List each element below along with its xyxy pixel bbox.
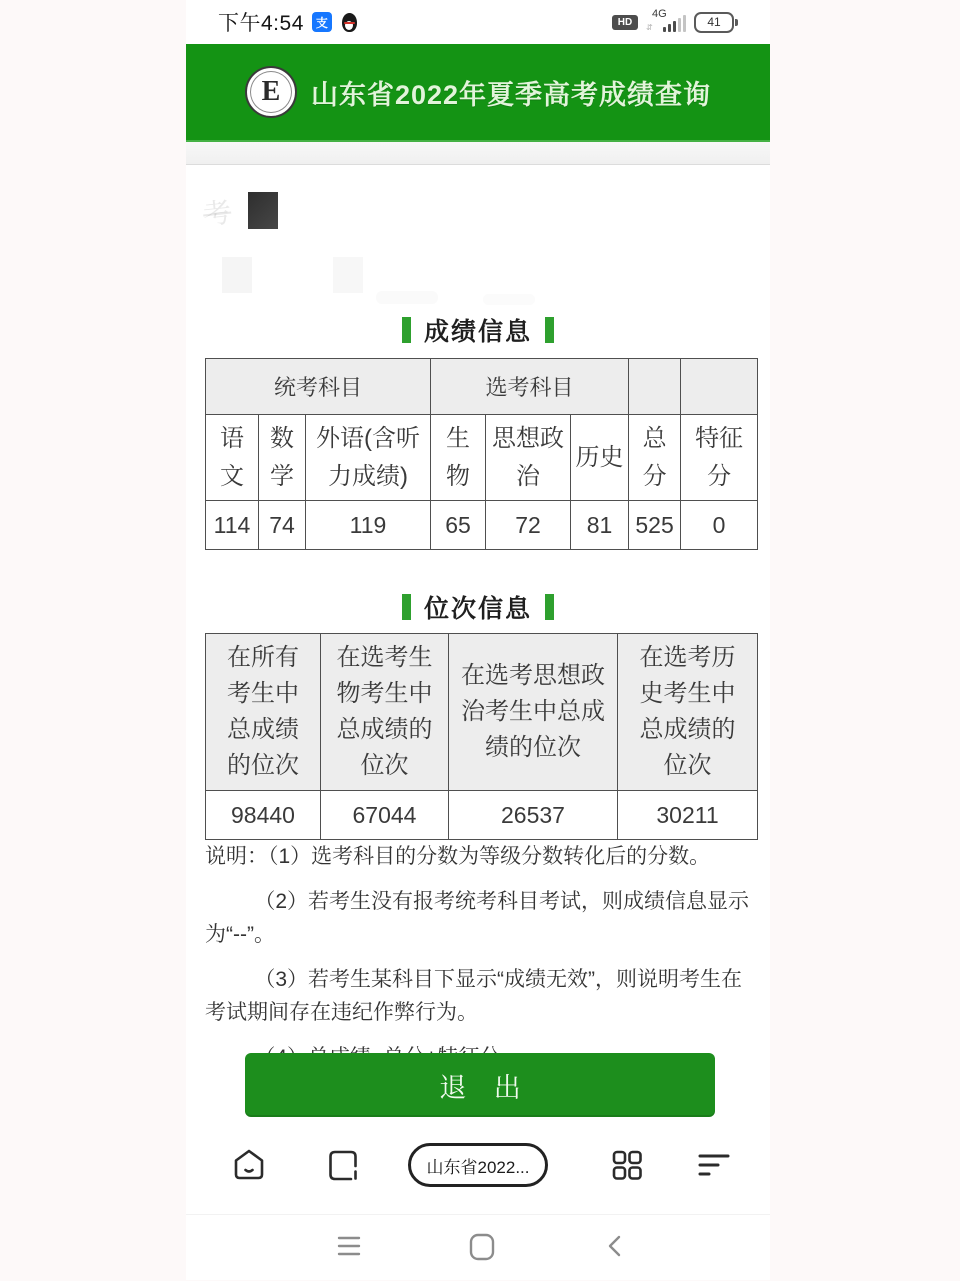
rank-value-all: 98440	[206, 791, 321, 840]
subject-feature-score: 特征分	[681, 415, 758, 501]
alipay-notification-icon: 支	[312, 12, 332, 32]
note-item-3: （3）若考生某科目下显示“成绩无效”，则说明考生在考试期间存在违纪作弊行为。	[205, 967, 743, 1025]
cell-signal-icon	[646, 9, 686, 35]
qq-penguin-scarf	[344, 22, 355, 25]
rank-value-history: 30211	[618, 791, 758, 840]
note-item-1: 说明：（1）选考科目的分数为等级分数转化后的分数。	[205, 845, 711, 868]
score-history: 81	[571, 501, 629, 550]
app-header	[186, 44, 770, 142]
status-bar	[186, 0, 770, 44]
rank-table	[205, 633, 758, 840]
hd-volte-icon: HD	[612, 15, 638, 30]
score-total: 525	[629, 501, 681, 550]
green-bar-right-icon	[545, 317, 554, 343]
battery-icon: 41	[694, 12, 734, 33]
signal-bars-icon	[663, 15, 686, 32]
table-row	[206, 359, 758, 415]
table-row	[206, 791, 758, 840]
redacted-photo-block	[248, 192, 278, 229]
rank-header-history: 在选考历史考生中总成绩的位次	[618, 634, 758, 791]
rank-header-all: 在所有考生中总成绩的位次	[206, 634, 321, 791]
redacted-smudge-2	[483, 294, 535, 305]
rank-section-title	[186, 589, 770, 625]
subject-chinese: 语文	[206, 415, 259, 501]
phone-screen	[186, 0, 770, 1280]
rank-value-biology: 67044	[321, 791, 449, 840]
nav-back-icon[interactable]	[602, 1233, 628, 1264]
redacted-text-remnant: 考	[201, 196, 233, 231]
rank-header-biology: 在选考生物考生中总成绩的位次	[321, 634, 449, 791]
exit-button[interactable]: 退 出	[245, 1053, 715, 1117]
exam-authority-seal-logo: E	[245, 66, 297, 118]
group-header-elective: 选考科目	[431, 359, 629, 415]
sim2-signal-icon: ⇵	[646, 23, 653, 32]
rank-section-title-text: 位次信息	[423, 595, 532, 623]
subject-history: 历史	[571, 415, 629, 501]
group-header-unified: 统考科目	[206, 359, 431, 415]
page-title: 山东省2022年夏季高考成绩查询	[310, 79, 712, 110]
browser-menu-icon[interactable]	[695, 1146, 733, 1189]
green-bar-right-icon	[545, 594, 554, 620]
score-biology: 65	[431, 501, 486, 550]
score-foreign-language: 119	[306, 501, 431, 550]
qq-notification-icon	[342, 13, 357, 32]
rank-value-politics: 26537	[449, 791, 618, 840]
score-politics: 72	[486, 501, 571, 550]
redacted-field-1	[222, 257, 252, 293]
table-row	[206, 634, 758, 791]
green-bar-left-icon	[402, 594, 411, 620]
browser-apps-grid-icon[interactable]	[608, 1146, 646, 1189]
clock: 下午4:54	[218, 12, 304, 35]
browser-toolbar	[186, 1138, 770, 1200]
table-row	[206, 501, 758, 550]
subject-biology: 生物	[431, 415, 486, 501]
rank-header-politics: 在选考思想政治考生中总成绩的位次	[449, 634, 618, 791]
score-math: 74	[259, 501, 306, 550]
nav-home-icon[interactable]	[468, 1233, 496, 1266]
green-bar-left-icon	[402, 317, 411, 343]
score-chinese: 114	[206, 501, 259, 550]
redacted-smudge-1	[376, 291, 438, 304]
note-item-2: （2）若考生没有报考统考科目考试，则成绩信息显示为“--”。	[205, 889, 750, 947]
group-header-empty-2	[681, 359, 758, 415]
android-nav-bar	[186, 1214, 770, 1281]
redacted-field-2	[333, 257, 363, 293]
nav-recents-icon[interactable]	[336, 1233, 362, 1264]
score-feature: 0	[681, 501, 758, 550]
notes-label: 说明：	[205, 845, 268, 868]
network-type-label: 4G	[652, 8, 667, 20]
table-row	[206, 415, 758, 501]
browser-url-pill[interactable]: 山东省2022...	[408, 1143, 548, 1187]
score-section-title-text: 成绩信息	[423, 318, 532, 346]
subject-math: 数学	[259, 415, 306, 501]
subject-politics: 思想政治	[486, 415, 571, 501]
notes-block	[205, 840, 761, 1086]
subject-foreign-language: 外语(含听力成绩)	[306, 415, 431, 501]
browser-tabs-icon[interactable]	[325, 1146, 363, 1189]
score-section-title	[186, 312, 770, 348]
header-sub-strip	[186, 142, 770, 165]
subject-total: 总分	[629, 415, 681, 501]
group-header-empty-1	[629, 359, 681, 415]
browser-home-icon[interactable]	[230, 1146, 268, 1189]
score-table	[205, 358, 758, 550]
